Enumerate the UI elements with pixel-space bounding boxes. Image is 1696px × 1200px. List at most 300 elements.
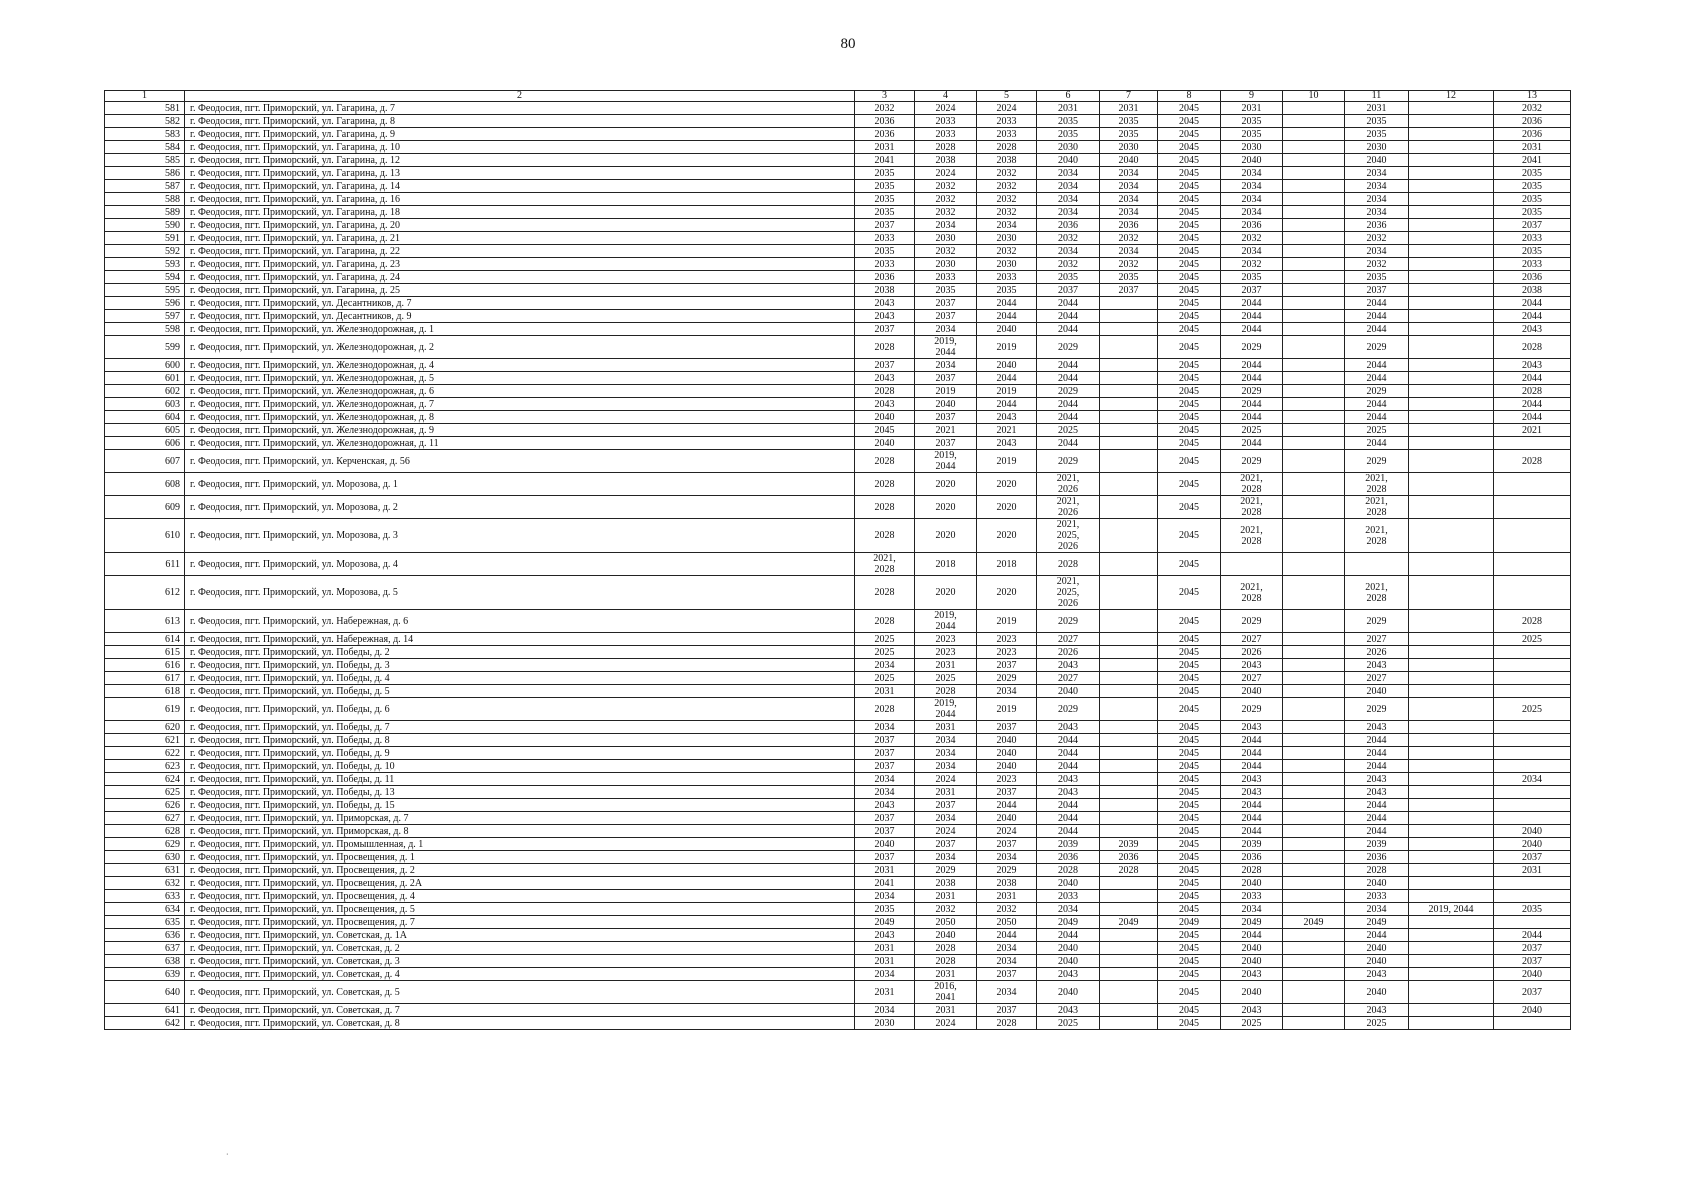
year-cell	[1409, 128, 1494, 141]
address-cell: г. Феодосия, пгт. Приморский, ул. Гагарина, д. 12	[185, 154, 855, 167]
year-cell: 2034	[1037, 245, 1100, 258]
year-cell: 2036	[1345, 851, 1409, 864]
year-cell: 2045	[1158, 851, 1221, 864]
year-cell: 2034	[1494, 773, 1571, 786]
year-cell: 2034	[977, 981, 1037, 1004]
address-cell: г. Феодосия, пгт. Приморский, ул. Гагарина, д. 13	[185, 167, 855, 180]
year-cell: 2031	[915, 721, 977, 734]
year-cell: 2035	[855, 206, 915, 219]
year-cell	[1283, 359, 1345, 372]
year-cell	[1409, 698, 1494, 721]
year-cell: 2037	[915, 838, 977, 851]
table-row	[105, 245, 1571, 258]
address-cell: г. Феодосия, пгт. Приморский, ул. Морозова, д. 5	[185, 576, 855, 610]
year-cell: 2040	[977, 734, 1037, 747]
year-cell: 2044	[1221, 437, 1283, 450]
year-cell: 2045	[1158, 903, 1221, 916]
table-row	[105, 450, 1571, 473]
year-cell: 2045	[1158, 167, 1221, 180]
year-cell: 2032	[977, 245, 1037, 258]
year-cell	[1100, 981, 1158, 1004]
year-cell: 2028	[1494, 385, 1571, 398]
year-cell: 2043	[855, 398, 915, 411]
year-cell: 2045	[1158, 496, 1221, 519]
table-row	[105, 323, 1571, 336]
year-cell: 2028	[915, 955, 977, 968]
year-cell: 2031	[1494, 864, 1571, 877]
year-cell	[1283, 193, 1345, 206]
year-cell: 2038	[1494, 284, 1571, 297]
year-cell	[1283, 734, 1345, 747]
year-cell: 2040	[1494, 825, 1571, 838]
year-cell	[1409, 825, 1494, 838]
row-number-cell: 581	[105, 102, 185, 115]
year-cell: 2045	[1158, 955, 1221, 968]
year-cell: 2028	[915, 942, 977, 955]
year-cell	[1100, 1004, 1158, 1017]
year-cell: 2029	[977, 672, 1037, 685]
year-cell: 2040	[977, 323, 1037, 336]
year-cell: 2044	[1037, 411, 1100, 424]
year-cell	[1409, 812, 1494, 825]
year-cell: 2045	[1158, 424, 1221, 437]
year-cell: 2025	[1037, 1017, 1100, 1030]
year-cell: 2036	[1221, 851, 1283, 864]
year-cell	[1283, 610, 1345, 633]
year-cell	[1283, 864, 1345, 877]
year-cell	[1100, 336, 1158, 359]
year-cell: 2034	[977, 219, 1037, 232]
year-cell: 2035	[855, 245, 915, 258]
year-cell: 2040	[855, 411, 915, 424]
year-cell: 2020	[977, 496, 1037, 519]
row-number-cell: 637	[105, 942, 185, 955]
year-cell: 2034	[915, 219, 977, 232]
table-row	[105, 519, 1571, 553]
year-cell: 2029	[1345, 610, 1409, 633]
year-cell	[1409, 141, 1494, 154]
year-cell: 2021, 2028	[1221, 496, 1283, 519]
table-row	[105, 496, 1571, 519]
year-cell	[1409, 519, 1494, 553]
year-cell: 2025	[1345, 1017, 1409, 1030]
row-number-cell: 626	[105, 799, 185, 812]
year-cell: 2031	[977, 890, 1037, 903]
year-cell	[1283, 385, 1345, 398]
year-cell: 2037	[1494, 942, 1571, 955]
year-cell: 2032	[1100, 232, 1158, 245]
address-cell: г. Феодосия, пгт. Приморский, ул. Гагарина, д. 25	[185, 284, 855, 297]
year-cell: 2035	[1494, 245, 1571, 258]
year-cell	[1283, 877, 1345, 890]
year-cell	[1409, 773, 1494, 786]
year-cell: 2044	[977, 799, 1037, 812]
row-number-cell: 617	[105, 672, 185, 685]
year-cell	[1100, 646, 1158, 659]
year-cell	[1494, 1017, 1571, 1030]
year-cell: 2034	[855, 786, 915, 799]
year-cell: 2034	[1345, 206, 1409, 219]
year-cell: 2034	[1221, 206, 1283, 219]
year-cell: 2037	[855, 219, 915, 232]
year-cell: 2036	[1221, 219, 1283, 232]
year-cell	[1100, 437, 1158, 450]
year-cell: 2021, 2026	[1037, 473, 1100, 496]
table-row	[105, 206, 1571, 219]
year-cell: 2029	[1037, 385, 1100, 398]
year-cell	[1100, 760, 1158, 773]
row-number-cell: 602	[105, 385, 185, 398]
year-cell: 2028	[1494, 610, 1571, 633]
year-cell	[1409, 424, 1494, 437]
year-cell	[1100, 685, 1158, 698]
year-cell: 2037	[855, 760, 915, 773]
table-row	[105, 576, 1571, 610]
row-number-cell: 632	[105, 877, 185, 890]
year-cell: 2044	[1037, 372, 1100, 385]
year-cell	[1100, 877, 1158, 890]
row-number-cell: 600	[105, 359, 185, 372]
year-cell	[1283, 890, 1345, 903]
year-cell	[1283, 372, 1345, 385]
year-cell: 2049	[1283, 916, 1345, 929]
year-cell: 2029	[977, 864, 1037, 877]
year-cell: 2037	[915, 310, 977, 323]
year-cell: 2035	[1494, 206, 1571, 219]
year-cell	[1283, 450, 1345, 473]
year-cell: 2037	[977, 786, 1037, 799]
year-cell: 2025	[1221, 424, 1283, 437]
year-cell: 2033	[855, 232, 915, 245]
year-cell: 2033	[1345, 890, 1409, 903]
year-cell: 2040	[977, 747, 1037, 760]
year-cell: 2030	[1221, 141, 1283, 154]
year-cell	[1409, 553, 1494, 576]
year-cell: 2033	[915, 128, 977, 141]
year-cell: 2044	[1494, 929, 1571, 942]
address-cell: г. Феодосия, пгт. Приморский, ул. Победы, д. 3	[185, 659, 855, 672]
table-row	[105, 685, 1571, 698]
year-cell: 2035	[1494, 180, 1571, 193]
row-number-cell: 599	[105, 336, 185, 359]
table-row	[105, 646, 1571, 659]
year-cell: 2040	[1221, 685, 1283, 698]
column-header: 4	[915, 91, 977, 102]
year-cell: 2034	[977, 942, 1037, 955]
year-cell: 2020	[977, 473, 1037, 496]
year-cell: 2031	[915, 968, 977, 981]
row-number-cell: 597	[105, 310, 185, 323]
year-cell: 2043	[1037, 721, 1100, 734]
year-cell	[1283, 851, 1345, 864]
row-number-cell: 630	[105, 851, 185, 864]
year-cell	[1283, 698, 1345, 721]
year-cell: 2033	[977, 271, 1037, 284]
year-cell	[1409, 245, 1494, 258]
year-cell: 2043	[855, 372, 915, 385]
year-cell	[1283, 760, 1345, 773]
year-cell: 2040	[915, 929, 977, 942]
year-cell	[1409, 336, 1494, 359]
year-cell: 2029	[1221, 610, 1283, 633]
year-cell: 2044	[1221, 411, 1283, 424]
year-cell: 2045	[1158, 115, 1221, 128]
year-cell: 2035	[1037, 271, 1100, 284]
year-cell: 2050	[977, 916, 1037, 929]
year-cell	[1283, 102, 1345, 115]
year-cell	[1409, 385, 1494, 398]
column-header: 11	[1345, 91, 1409, 102]
year-cell: 2043	[855, 310, 915, 323]
year-cell: 2044	[1345, 825, 1409, 838]
row-number-cell: 640	[105, 981, 185, 1004]
row-number-cell: 620	[105, 721, 185, 734]
year-cell: 2032	[1221, 232, 1283, 245]
year-cell: 2034	[1100, 193, 1158, 206]
year-cell: 2032	[1037, 232, 1100, 245]
year-cell	[1345, 553, 1409, 576]
year-cell: 2036	[1037, 219, 1100, 232]
year-cell	[1409, 284, 1494, 297]
year-cell: 2028	[1345, 864, 1409, 877]
row-number-cell: 642	[105, 1017, 185, 1030]
year-cell: 2033	[915, 271, 977, 284]
year-cell: 2035	[1037, 115, 1100, 128]
table-header	[105, 91, 1571, 102]
year-cell: 2038	[915, 877, 977, 890]
year-cell	[1409, 310, 1494, 323]
year-cell: 2045	[1158, 760, 1221, 773]
address-cell: г. Феодосия, пгт. Приморский, ул. Советская, д. 4	[185, 968, 855, 981]
year-cell: 2035	[1494, 193, 1571, 206]
year-cell: 2028	[1037, 864, 1100, 877]
year-cell: 2049	[1221, 916, 1283, 929]
address-cell: г. Феодосия, пгт. Приморский, ул. Приморская, д. 8	[185, 825, 855, 838]
year-cell: 2040	[855, 437, 915, 450]
year-cell: 2021, 2028	[1345, 576, 1409, 610]
year-cell	[1100, 786, 1158, 799]
year-cell	[1283, 825, 1345, 838]
year-cell: 2025	[855, 646, 915, 659]
year-cell	[1283, 812, 1345, 825]
year-cell: 2038	[855, 284, 915, 297]
table-row	[105, 167, 1571, 180]
year-cell: 2041	[855, 877, 915, 890]
address-cell: г. Феодосия, пгт. Приморский, ул. Победы, д. 2	[185, 646, 855, 659]
year-cell: 2043	[1221, 773, 1283, 786]
year-cell	[1283, 659, 1345, 672]
year-cell: 2021, 2025, 2026	[1037, 576, 1100, 610]
row-number-cell: 605	[105, 424, 185, 437]
row-number-cell: 596	[105, 297, 185, 310]
address-cell: г. Феодосия, пгт. Приморский, ул. Победы, д. 15	[185, 799, 855, 812]
year-cell	[1494, 672, 1571, 685]
row-number-cell: 614	[105, 633, 185, 646]
column-header: 2	[185, 91, 855, 102]
year-cell	[1100, 659, 1158, 672]
row-number-cell: 606	[105, 437, 185, 450]
column-header: 12	[1409, 91, 1494, 102]
year-cell	[1494, 747, 1571, 760]
year-cell: 2035	[1494, 167, 1571, 180]
column-header: 8	[1158, 91, 1221, 102]
year-cell: 2044	[1345, 372, 1409, 385]
table-row	[105, 760, 1571, 773]
year-cell: 2044	[1037, 799, 1100, 812]
year-cell	[1283, 1004, 1345, 1017]
year-cell	[1100, 411, 1158, 424]
year-cell: 2029	[1345, 385, 1409, 398]
address-cell: г. Феодосия, пгт. Приморский, ул. Морозова, д. 4	[185, 553, 855, 576]
year-cell	[1409, 851, 1494, 864]
table-row	[105, 916, 1571, 929]
year-cell: 2037	[915, 297, 977, 310]
year-cell: 2045	[1158, 1004, 1221, 1017]
address-cell: г. Феодосия, пгт. Приморский, ул. Советская, д. 3	[185, 955, 855, 968]
year-cell: 2040	[1345, 981, 1409, 1004]
year-cell	[1100, 968, 1158, 981]
table-row	[105, 633, 1571, 646]
row-number-cell: 585	[105, 154, 185, 167]
year-cell	[1409, 760, 1494, 773]
year-cell: 2016, 2041	[915, 981, 977, 1004]
year-cell: 2020	[915, 519, 977, 553]
year-cell: 2034	[855, 773, 915, 786]
year-cell: 2045	[1158, 271, 1221, 284]
year-cell	[1100, 553, 1158, 576]
year-cell: 2040	[1037, 942, 1100, 955]
year-cell: 2043	[1037, 773, 1100, 786]
year-cell: 2035	[855, 180, 915, 193]
year-cell: 2040	[1494, 968, 1571, 981]
year-cell: 2045	[1158, 519, 1221, 553]
year-cell: 2045	[1158, 838, 1221, 851]
year-cell	[1409, 411, 1494, 424]
year-cell	[1100, 1017, 1158, 1030]
table-row	[105, 825, 1571, 838]
year-cell: 2034	[1345, 193, 1409, 206]
year-cell	[1409, 576, 1494, 610]
year-cell: 2045	[1158, 206, 1221, 219]
year-cell: 2043	[977, 411, 1037, 424]
year-cell: 2034	[855, 968, 915, 981]
year-cell	[1409, 916, 1494, 929]
year-cell: 2034	[1037, 167, 1100, 180]
year-cell: 2035	[1100, 115, 1158, 128]
year-cell: 2037	[915, 799, 977, 812]
year-cell: 2035	[1221, 128, 1283, 141]
year-cell: 2034	[1037, 180, 1100, 193]
year-cell: 2020	[915, 473, 977, 496]
year-cell	[1283, 955, 1345, 968]
year-cell: 2045	[1158, 284, 1221, 297]
year-cell	[1100, 473, 1158, 496]
year-cell	[1100, 955, 1158, 968]
table-row	[105, 981, 1571, 1004]
year-cell	[1283, 411, 1345, 424]
year-cell	[1494, 734, 1571, 747]
year-cell: 2033	[1494, 258, 1571, 271]
year-cell	[1100, 903, 1158, 916]
year-cell: 2043	[1037, 1004, 1100, 1017]
year-cell	[1100, 310, 1158, 323]
year-cell: 2028	[855, 336, 915, 359]
table-row	[105, 102, 1571, 115]
year-cell: 2045	[1158, 698, 1221, 721]
year-cell: 2027	[1221, 633, 1283, 646]
year-cell	[1494, 496, 1571, 519]
year-cell	[1283, 271, 1345, 284]
year-cell	[1409, 786, 1494, 799]
year-cell: 2036	[1494, 271, 1571, 284]
year-cell: 2033	[855, 258, 915, 271]
address-cell: г. Феодосия, пгт. Приморский, ул. Гагарина, д. 23	[185, 258, 855, 271]
year-cell: 2031	[1494, 141, 1571, 154]
year-cell: 2040	[977, 359, 1037, 372]
year-cell: 2033	[1037, 890, 1100, 903]
table-row	[105, 128, 1571, 141]
year-cell: 2043	[855, 297, 915, 310]
year-cell: 2019, 2044	[915, 610, 977, 633]
address-cell: г. Феодосия, пгт. Приморский, ул. Просвещения, д. 2А	[185, 877, 855, 890]
year-cell: 2026	[1221, 646, 1283, 659]
year-cell: 2037	[1100, 284, 1158, 297]
address-cell: г. Феодосия, пгт. Приморский, ул. Победы, д. 7	[185, 721, 855, 734]
address-cell: г. Феодосия, пгт. Приморский, ул. Победы, д. 5	[185, 685, 855, 698]
year-cell: 2034	[1100, 167, 1158, 180]
year-cell: 2045	[1158, 219, 1221, 232]
year-cell: 2044	[1037, 398, 1100, 411]
year-cell: 2044	[1221, 799, 1283, 812]
year-cell	[1409, 398, 1494, 411]
year-cell: 2044	[1037, 825, 1100, 838]
year-cell: 2043	[977, 437, 1037, 450]
table-row	[105, 336, 1571, 359]
year-cell: 2049	[1345, 916, 1409, 929]
year-cell: 2029	[1037, 610, 1100, 633]
year-cell: 2037	[1494, 955, 1571, 968]
year-cell: 2021, 2028	[1345, 496, 1409, 519]
year-cell: 2045	[1158, 553, 1221, 576]
year-cell: 2034	[915, 851, 977, 864]
year-cell: 2040	[1221, 154, 1283, 167]
year-cell	[1409, 154, 1494, 167]
address-cell: г. Феодосия, пгт. Приморский, ул. Железнодорожная, д. 7	[185, 398, 855, 411]
year-cell: 2034	[855, 1004, 915, 1017]
year-cell	[1409, 258, 1494, 271]
year-cell: 2043	[1221, 968, 1283, 981]
year-cell	[1494, 659, 1571, 672]
year-cell: 2043	[1345, 1004, 1409, 1017]
year-cell: 2034	[1100, 245, 1158, 258]
year-cell: 2044	[1037, 760, 1100, 773]
year-cell: 2028	[855, 698, 915, 721]
year-cell: 2037	[855, 359, 915, 372]
year-cell: 2037	[915, 411, 977, 424]
year-cell: 2044	[1345, 411, 1409, 424]
year-cell: 2029	[1221, 385, 1283, 398]
year-cell	[1100, 773, 1158, 786]
year-cell	[1409, 232, 1494, 245]
year-cell: 2037	[855, 747, 915, 760]
year-cell: 2043	[1345, 773, 1409, 786]
year-cell: 2044	[1221, 310, 1283, 323]
row-number-cell: 618	[105, 685, 185, 698]
year-cell: 2037	[855, 825, 915, 838]
year-cell: 2036	[1100, 219, 1158, 232]
year-cell: 2044	[1221, 760, 1283, 773]
year-cell	[1100, 942, 1158, 955]
